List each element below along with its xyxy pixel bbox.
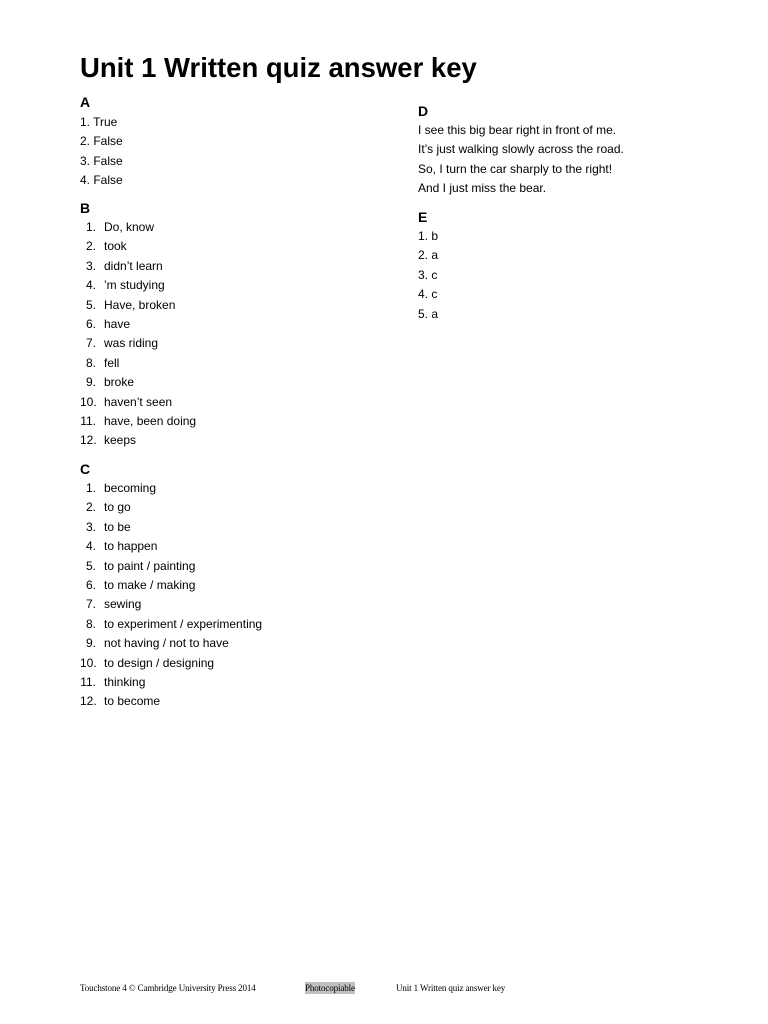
answer-item: [80, 576, 262, 595]
item-number: 3.: [85, 519, 96, 534]
answer-item: [80, 276, 196, 295]
item-number: 6.: [85, 577, 96, 592]
item-answer: not having / not to have: [104, 636, 229, 651]
answer-item: 1. True: [80, 115, 118, 129]
footer-copyright: Touchstone 4 © Cambridge University Press 2014: [80, 983, 256, 993]
item-number: 11.: [80, 413, 96, 428]
answer-item: [80, 431, 196, 450]
answer-item: [80, 315, 196, 334]
item-number: 2.: [85, 239, 96, 254]
answer-item: 1. b: [418, 229, 439, 243]
passage-line: And I just miss the bear.: [418, 181, 547, 196]
answer-item: [80, 595, 262, 614]
item-answer: Do, know: [104, 220, 155, 234]
answer-item: [80, 654, 262, 673]
answer-item: [80, 479, 262, 498]
answer-item: [80, 218, 196, 237]
footer-photocopiable-wrapper: [305, 982, 355, 994]
item-number: 12.: [80, 694, 97, 709]
section-b-list: [80, 218, 196, 451]
answer-item: [80, 498, 262, 517]
item-answer: becoming: [104, 481, 157, 495]
answer-item: 2. a: [418, 248, 439, 263]
photocopiable-label: Photocopiable: [305, 983, 355, 993]
item-answer: Have, broken: [104, 297, 176, 312]
answer-item: [80, 393, 196, 412]
answer-item: [80, 615, 262, 634]
item-number: 4.: [85, 278, 96, 293]
item-answer: have, been doing: [104, 413, 197, 428]
section-c-list: [80, 479, 262, 712]
item-number: 10.: [80, 655, 97, 670]
item-answer: to make / making: [104, 577, 196, 592]
item-number: 5.: [85, 558, 96, 573]
item-answer: was riding: [104, 336, 159, 351]
answer-item: [80, 537, 262, 556]
item-answer: didn’t learn: [104, 258, 163, 273]
answer-item: [80, 237, 196, 256]
answer-item: [80, 296, 196, 315]
item-number: 8.: [85, 616, 96, 631]
item-number: 9.: [85, 375, 96, 390]
item-answer: sewing: [104, 597, 142, 612]
item-answer: to design / designing: [104, 655, 215, 670]
answer-item: 4. False: [80, 173, 123, 188]
item-number: 10.: [80, 394, 97, 409]
footer-page-title: Unit 1 Written quiz answer key: [396, 983, 506, 993]
item-answer: have: [104, 316, 131, 331]
answer-item: [80, 257, 196, 276]
answer-item: 2. False: [80, 134, 123, 149]
page-title: Unit 1 Written quiz answer key: [80, 52, 477, 83]
item-number: 3.: [85, 258, 96, 273]
item-number: 12.: [80, 433, 97, 448]
item-answer: to paint / painting: [104, 558, 196, 573]
item-number: 6.: [85, 316, 96, 331]
answer-item: 3. False: [80, 153, 123, 168]
item-answer: fell: [104, 355, 120, 370]
section-e-heading: E: [418, 209, 428, 225]
section-c-heading: C: [80, 461, 91, 477]
answer-item: 4. c: [418, 287, 438, 302]
item-number: 11.: [80, 674, 96, 689]
item-answer: to become: [104, 694, 161, 709]
passage-line: I see this big bear right in front of me.: [418, 123, 617, 137]
item-answer: took: [104, 239, 127, 254]
item-answer: to be: [104, 519, 131, 534]
item-answer: haven’t seen: [104, 394, 173, 409]
section-a-heading: A: [80, 94, 91, 110]
item-number: 5.: [85, 297, 96, 312]
item-answer: to happen: [104, 539, 158, 554]
section-b-heading: B: [80, 200, 91, 216]
item-number: 2.: [85, 500, 96, 515]
item-answer: to go: [104, 500, 131, 515]
answer-item: [80, 557, 262, 576]
item-answer: ’m studying: [104, 278, 165, 293]
answer-item: 3. c: [418, 267, 438, 282]
item-number: 4.: [85, 539, 96, 554]
answer-item: [80, 412, 196, 431]
answer-item: [80, 354, 196, 373]
item-number: 8.: [85, 355, 96, 370]
section-a-list: [80, 113, 123, 191]
item-answer: broke: [104, 375, 135, 390]
answer-item: [80, 373, 196, 392]
item-answer: to experiment / experimenting: [104, 616, 263, 631]
item-number: 1.: [85, 220, 96, 234]
section-d-heading: D: [418, 103, 429, 119]
item-answer: thinking: [104, 674, 146, 689]
passage-line: It’s just walking slowly across the road.: [418, 142, 624, 157]
item-number: 7.: [85, 597, 96, 612]
section-d-passage: [418, 121, 624, 199]
answer-item: [80, 518, 262, 537]
item-number: 9.: [85, 636, 96, 651]
item-number: 7.: [85, 336, 96, 351]
item-answer: keeps: [104, 433, 137, 448]
item-number: 1.: [85, 481, 96, 495]
answer-item: [80, 692, 262, 711]
answer-item: 5. a: [418, 306, 439, 321]
answer-item: [80, 334, 196, 353]
passage-line: So, I turn the car sharply to the right!: [418, 161, 613, 176]
section-e-list: [418, 227, 438, 324]
answer-item: [80, 634, 262, 653]
answer-item: [80, 673, 262, 692]
